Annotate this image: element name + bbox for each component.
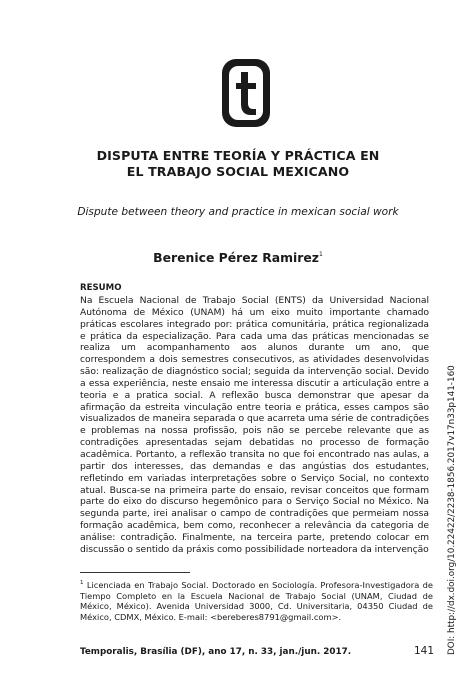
- title-line-2: EL TRABAJO SOCIAL MEXICANO: [126, 164, 350, 179]
- author-line: [40, 247, 436, 266]
- abstract-heading: RESUMO: [80, 283, 122, 293]
- footnote: [80, 578, 433, 622]
- footnote-divider: [80, 572, 190, 573]
- journal-citation: Temporalis, Brasília (DF), ano 17, n. 33, jan./jun. 2017.: [80, 647, 352, 657]
- page-number: 141: [413, 645, 434, 657]
- doi-text[interactable]: DOI: http://dx.doi.org/10.22422/2238-1856.2017v17n33p141-160: [447, 365, 457, 655]
- temporalis-t-logo-icon: [220, 57, 272, 129]
- abstract-body: Na Escuela Nacional de Trabajo Social (ENTS) da Universidad Nacional Autónoma de México (UNAM) há um eixo muito importante chamado práticas escolares integrado por: prática comunitária, prática regionalizada e prática da especialização. Para cada uma das práticas mencionadas se realiza um acompanhamento aos alunos durante um ano, que correspondem a dois semestres consecutivos, as atividades desenvolvidas são: realização de diagnóstico social; seguida da intervenção social. Devido a essa experiência, neste ensaio me interessa discutir a articulação entre a teoria e a pratica social. A reflexão busca demonstrar que apesar da afirmação da estreita vinculação entre teoria e prática, esses campos são visualizados de maneira separada o que acarreta uma série de contradições e problemas na nossa profissão, pois não se percebe relevante que as contradições apresentadas sejam debatidas no processo de formação acadêmica. Portanto, a reflexão transita no que foi encontrado nas aulas, a partir dos interesses, das demandas e das angústias dos estudantes, refletindo em variadas interpretações sobre o Serviço Social, no contexto atual. Busca-se na primeira parte do ensaio, revisar conceitos que formam parte do eixo do discurso hegemônico para o Serviço Social no México. Na segunda parte, irei analisar o campo de contradições que permeiam nossa formação acadêmica, bem como, reconhecer a relevância da categoria de análise: contradição. Finalmente, na terceira parte, pretendo colocar em discussão o sentido da práxis como possibilidade norteadora da intervenção: [80, 295, 429, 555]
- title-line-1: DISPUTA ENTRE TEORÍA Y PRÁCTICA EN: [96, 148, 380, 163]
- author-name: Berenice Pérez Ramirez: [153, 250, 319, 265]
- footnote-text: Licenciada en Trabajo Social. Doctorado en Sociología. Profesora-Investigadora de Tiempo Completo en la Escuela Nacional de Trabajo Social (UNAM, Ciudad de México, México). Avenida Universidad 3000, Cd. Universitaria, 04350 Ciudad de México, CDMX, México. E-mail: <bereberes8791@gmail.com>.: [80, 580, 433, 622]
- footnote-mark: 1: [80, 580, 84, 586]
- article-subtitle: Dispute between theory and practice in mexican social work: [77, 206, 399, 218]
- author-footnote-mark: 1: [318, 251, 323, 258]
- article-title: [60, 148, 416, 180]
